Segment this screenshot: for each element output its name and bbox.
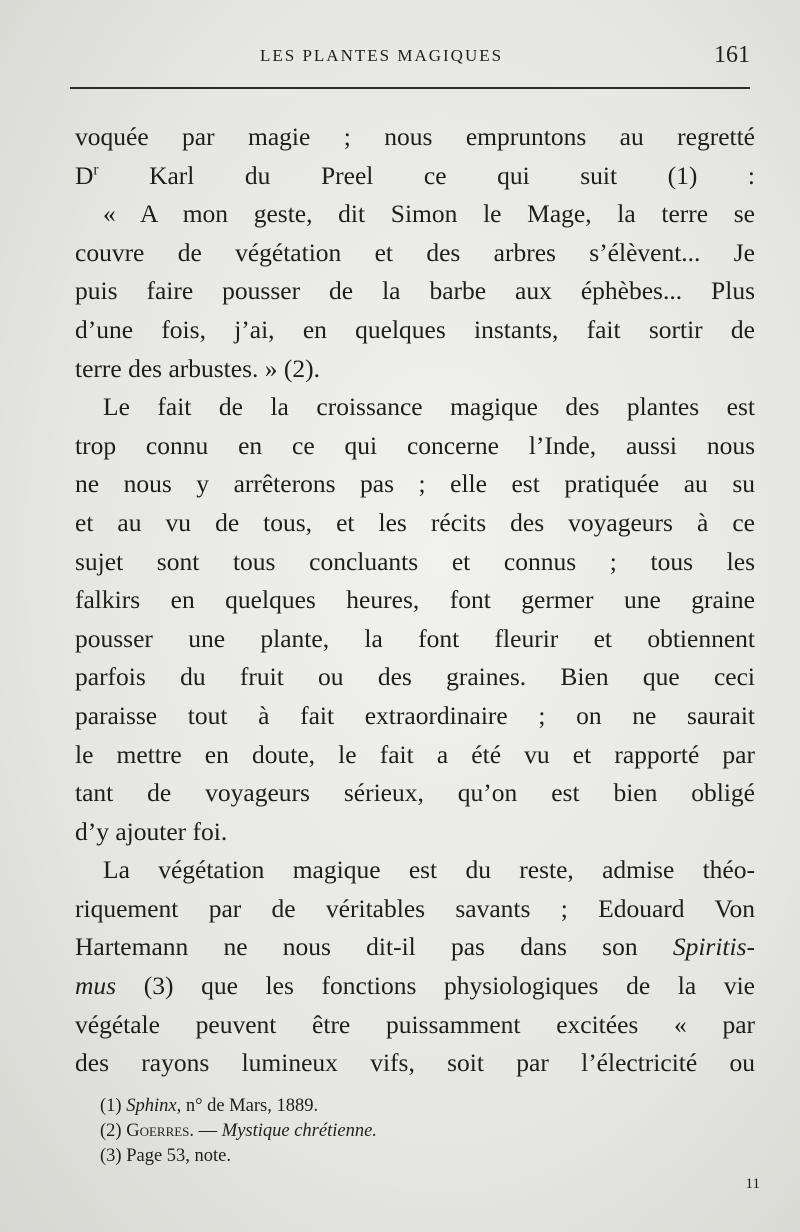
text-line: le mettre en doute, le fait a été vu et rapporté par (75, 739, 755, 769)
footnotes (100, 1094, 700, 1169)
text-line: trop connu en ce qui concerne l’Inde, aussi nous (75, 430, 755, 460)
text-line: La végétation magique est du reste, admise théo- (103, 855, 755, 885)
text-line: et au vu de tous, et les récits des voyageurs à ce (75, 507, 755, 537)
text-line: tant de voyageurs sérieux, qu’on est bien obligé (75, 778, 755, 808)
text-line: Le fait de la croissance magique des plantes est (103, 392, 755, 422)
footnote-3: (3) Page 53, note. (100, 1146, 232, 1166)
text-line: végétale peuvent être puissamment excitées « par (75, 1009, 755, 1039)
text-line: sujet sont tous concluants et connus ; tous les (75, 546, 755, 576)
text-line: pousser une plante, la font fleurir et obtiennent (75, 623, 755, 653)
text-line: paraisse tout à fait extraordinaire ; on ne saurait (75, 700, 755, 730)
text-line: riquement par de véritables savants ; Edouard Von (75, 893, 755, 923)
page-number: 161 (714, 42, 750, 68)
text-line: Hartemann ne nous dit-il pas dans son Spiritis- (75, 932, 755, 962)
text-line: parfois du fruit ou des graines. Bien que ceci (75, 662, 755, 692)
text-line: d’y ajouter foi. (75, 816, 228, 846)
text-line: voquée par magie ; nous empruntons au regretté (75, 122, 755, 151)
footnote-1: (1) Sphinx, n° de Mars, 1889. (100, 1096, 319, 1116)
body-text (75, 118, 755, 1083)
running-title: LES PLANTES MAGIQUES (260, 46, 504, 65)
text-line: mus (3) que les fonctions physiologiques de la vie (75, 971, 755, 1001)
header-rule (70, 87, 750, 89)
italic-title: Spiritis- (672, 932, 755, 962)
italic-title: mus (75, 971, 117, 1001)
doctor-abbrev: $D^r$ (75, 160, 99, 190)
text-line: $D^r$ Karl du Preel ce qui suit (1) : (75, 160, 755, 190)
text-line: des rayons lumineux vifs, soit par l’électricité ou (75, 1048, 755, 1078)
text-line: d’une fois, j’ai, en quelques instants, fait sortir de (75, 314, 755, 344)
running-head (70, 42, 760, 82)
text-line: puis faire pousser de la barbe aux éphèbes... Plus (75, 276, 755, 306)
text-line: couvre de végétation et des arbres s’élèvent... Je (75, 237, 755, 267)
text-line: falkirs en quelques heures, font germer une graine (75, 585, 755, 615)
signature-mark: 11 (745, 1176, 760, 1192)
footnote-2: (2) Goerres. — Mystique chrétienne. (100, 1121, 377, 1141)
text-line: « A mon geste, dit Simon le Mage, la terre se (103, 199, 755, 229)
text-line: ne nous y arrêterons pas ; elle est pratiquée au su (75, 469, 755, 499)
text-line: terre des arbustes. » (2). (75, 353, 320, 383)
